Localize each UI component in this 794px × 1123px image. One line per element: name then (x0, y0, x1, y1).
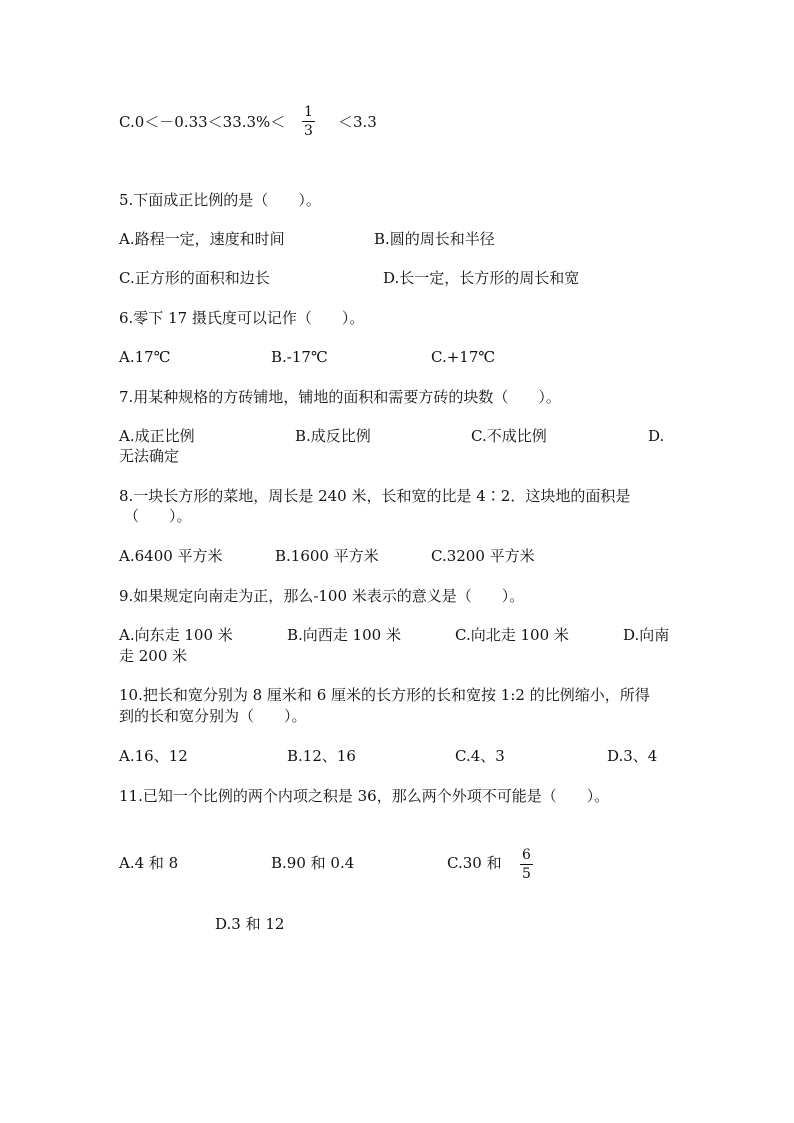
q7-option-d: D. (648, 427, 665, 445)
q7-option-d-continued: 无法确定 (119, 447, 180, 465)
q10-option-a: A.16、12 (119, 747, 188, 765)
q9-option-a: A.向东走 100 米 (119, 626, 233, 644)
q4-option-c-suffix: ＜3.3 (338, 113, 377, 131)
q4-option-c-fraction (302, 104, 315, 139)
q9-option-c: C.向北走 100 米 (455, 626, 569, 644)
fraction-bar (302, 121, 315, 122)
q9-stem: 9.如果规定向南走为正，那么-100 米表示的意义是（ ）。 (119, 587, 525, 605)
q11-option-a: A.4 和 8 (119, 854, 179, 872)
q11-stem: 11.已知一个比例的两个内项之积是 36，那么两个外项不可能是（ ）。 (119, 787, 610, 805)
q10-stem-line2: 到的长和宽分别为（ ）。 (119, 707, 307, 725)
q11-option-b: B.90 和 0.4 (271, 854, 355, 872)
q8-stem-line2: （ ）。 (124, 507, 192, 525)
q8-option-b: B.1600 平方米 (275, 547, 379, 565)
fraction-numerator: 1 (304, 104, 313, 120)
q5-option-a: A.路程一定，速度和时间 (119, 230, 285, 248)
q11-option-c: C.30 和 (447, 854, 502, 872)
q5-stem: 5.下面成正比例的是（ ）。 (119, 191, 321, 209)
q7-stem: 7.用某种规格的方砖铺地，铺地的面积和需要方砖的块数（ ）。 (119, 388, 561, 406)
q10-option-d: D.3、4 (607, 747, 658, 765)
q8-option-c: C.3200 平方米 (431, 547, 535, 565)
q5-option-c: C.正方形的面积和边长 (119, 269, 270, 287)
fraction-bar (520, 864, 533, 865)
q7-option-b: B.成反比例 (295, 427, 371, 445)
q6-option-b: B.-17℃ (271, 348, 328, 366)
q10-option-c: C.4、3 (455, 747, 505, 765)
q9-option-b: B.向西走 100 米 (287, 626, 401, 644)
fraction-denominator: 3 (304, 123, 313, 139)
q6-option-a: A.17℃ (119, 348, 171, 366)
q8-option-a: A.6400 平方米 (119, 547, 223, 565)
q7-option-c: C.不成比例 (471, 427, 547, 445)
q11-option-c-fraction (520, 847, 533, 882)
q8-stem-line1: 8.一块长方形的菜地，周长是 240 米，长和宽的比是 4∶2．这块地的面积是 (119, 487, 631, 505)
fraction-denominator: 5 (522, 866, 531, 882)
q5-option-b: B.圆的周长和半径 (374, 230, 495, 248)
q6-stem: 6.零下 17 摄氏度可以记作（ ）。 (119, 309, 365, 327)
q4-option-c-prefix: C.0＜－0.33＜33.3%＜ (119, 113, 286, 131)
q10-option-b: B.12、16 (287, 747, 356, 765)
q10-stem-line1: 10.把长和宽分别为 8 厘米和 6 厘米的长方形的长和宽按 1:2 的比例缩小，所得 (119, 686, 650, 704)
q9-option-d: D.向南 (623, 626, 670, 644)
q7-option-a: A.成正比例 (119, 427, 195, 445)
q5-option-d: D.长一定，长方形的周长和宽 (383, 269, 580, 287)
q6-option-c: C.+17℃ (431, 348, 496, 366)
fraction-numerator: 6 (522, 847, 531, 863)
q11-option-d: D.3 和 12 (215, 915, 285, 933)
q9-option-d-continued: 走 200 米 (119, 647, 188, 665)
